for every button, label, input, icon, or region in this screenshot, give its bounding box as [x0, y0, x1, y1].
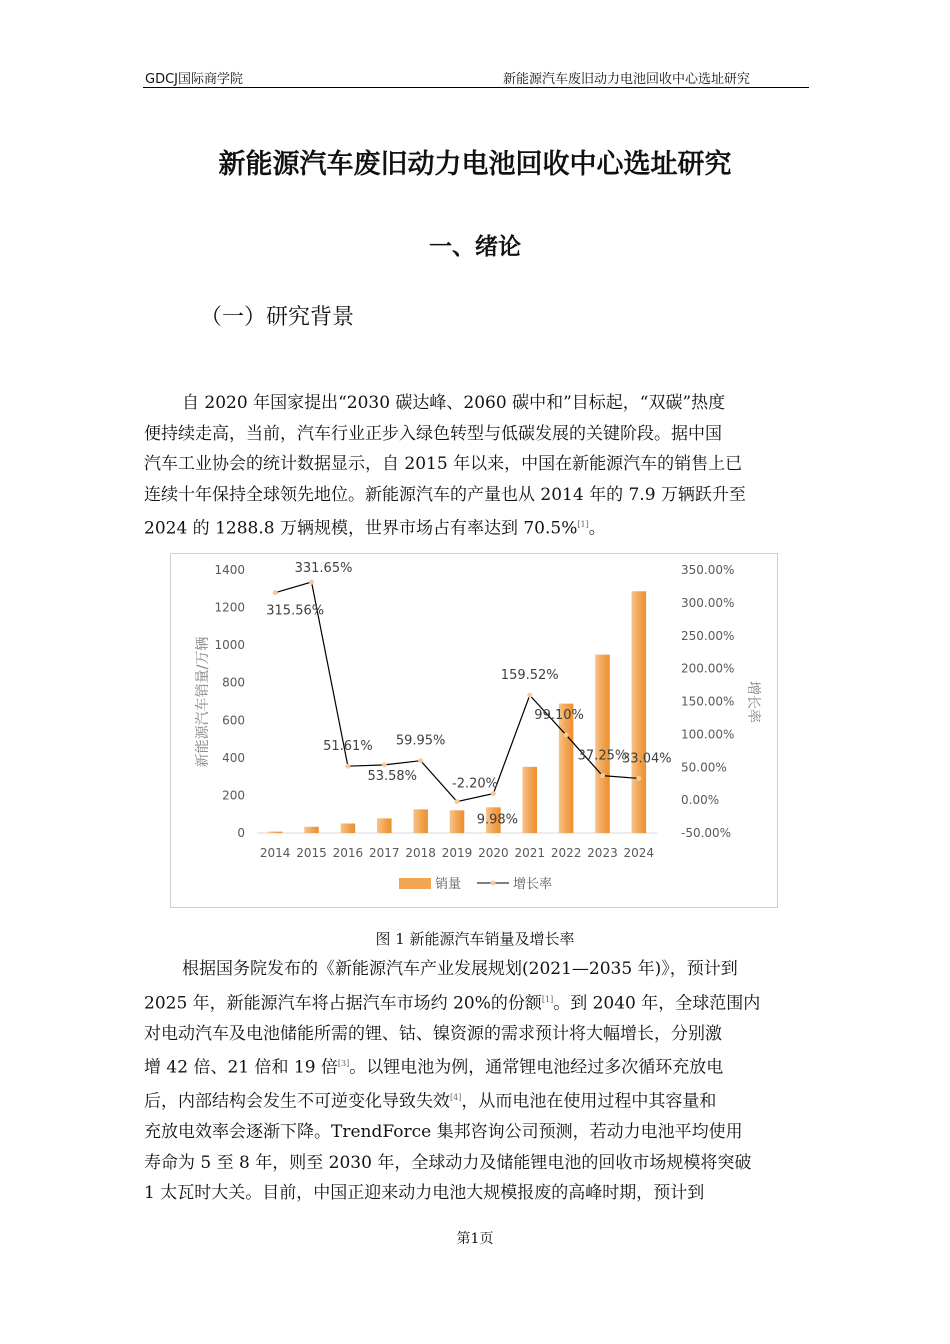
citation-ref: [1] [541, 994, 554, 1004]
bar-2019 [450, 810, 465, 833]
y-tick-label: 1200 [214, 600, 245, 615]
x-tick-label: 2014 [259, 846, 291, 860]
bar-2023 [595, 655, 610, 833]
growth-data-label: 331.65% [294, 561, 353, 577]
bar-2016 [341, 823, 356, 833]
paragraph-2-line: 对电动汽车及电池储能所需的锂、钴、镍资源的需求预计将大幅增长，分别激 [144, 1023, 722, 1044]
bar-2024 [632, 591, 647, 833]
growth-point-2019 [455, 799, 460, 804]
legend-bar-label: 销量 [435, 877, 462, 892]
y-tick-label: 800 [222, 675, 245, 690]
bar-2014 [268, 832, 283, 833]
paragraph-2-text: 后，内部结构会发生不可逆变化导致失效 [144, 1091, 450, 1112]
growth-data-label: 33.04% [622, 751, 672, 767]
y2-tick-label: 0.00% [681, 793, 720, 808]
paragraph-1-line: 便持续走高，当前，汽车行业正步入绿色转型与低碳发展的关键阶段。据中国 [144, 423, 722, 444]
citation-ref: [4] [450, 1093, 462, 1103]
y2-axis-title: 增长率 [745, 681, 761, 723]
paragraph-1-text: 2024 的 1288.8 万辆规模，世界市场占有率达到 70.5% [144, 518, 578, 539]
y2-tick-label: 100.00% [681, 727, 735, 742]
paragraph-2-line [144, 1049, 808, 1083]
paragraph-2-line: 根据国务院发布的《新能源汽车产业发展规划(2021—2035 年)》，预计到 [182, 959, 738, 979]
growth-point-2022 [564, 732, 569, 737]
y2-tick-label: 150.00% [681, 694, 735, 709]
x-tick-label: 2021 [514, 846, 546, 860]
growth-point-2023 [600, 773, 605, 778]
x-tick-label: 2024 [623, 846, 655, 860]
paragraph-1-line: 自 2020 年国家提出“2030 碳达峰、2060 碳中和”目标起，“双碳”热度 [182, 393, 726, 413]
x-tick-label: 2015 [296, 846, 327, 860]
growth-point-2018 [418, 758, 423, 763]
paragraph-2-line [144, 1083, 808, 1117]
paragraph-2 [144, 954, 808, 1209]
growth-point-2015 [309, 580, 314, 585]
growth-point-2021 [527, 693, 532, 698]
legend-line-marker [491, 881, 496, 886]
bar-2017 [377, 818, 392, 833]
x-tick-label: 2017 [368, 846, 400, 860]
header-left: GDCJ国际商学院 [145, 72, 243, 87]
paragraph-1 [144, 388, 808, 544]
bar-2021 [522, 767, 537, 833]
growth-data-label: 51.61% [323, 739, 373, 755]
x-tick-label: 2016 [332, 846, 364, 860]
citation-ref: [1] [577, 520, 589, 529]
paragraph-2-text: 。以锂电池为例，通常锂电池经过多次循环充放电 [349, 1057, 724, 1078]
y-axis-title: 新能源汽车销量/万辆 [195, 636, 211, 768]
y2-tick-label: 200.00% [681, 661, 735, 676]
growth-point-2014 [273, 590, 278, 595]
growth-data-label: -2.20% [452, 776, 498, 792]
growth-data-label: 37.25% [577, 748, 628, 764]
page-number: 第1页 [456, 1231, 494, 1247]
growth-point-2016 [345, 764, 350, 769]
growth-point-2017 [382, 762, 387, 767]
y2-tick-label: 350.00% [681, 563, 735, 577]
bar-2018 [413, 809, 428, 833]
header-right: 新能源汽车废旧动力电池回收中心选址研究 [502, 72, 750, 87]
y-tick-label: 200 [222, 788, 245, 803]
y-tick-label: 1000 [214, 638, 245, 653]
growth-data-label: 53.58% [367, 768, 418, 784]
paper-title: 新能源汽车废旧动力电池回收中心选址研究 [218, 149, 732, 180]
paragraph-1-end: 。 [588, 518, 606, 539]
sales-growth-chart [170, 553, 778, 908]
growth-point-2024 [636, 776, 641, 781]
x-tick-label: 2020 [478, 846, 509, 860]
paragraph-1-line: 汽车工业协会的统计数据显示，自 2015 年以来，中国在新能源汽车的销售上已 [144, 454, 743, 474]
x-tick-label: 2018 [405, 846, 436, 860]
y2-tick-label: 250.00% [681, 628, 735, 643]
chart-svg [171, 554, 777, 907]
figure-caption: 图 1 新能源汽车销量及增长率 [375, 930, 575, 948]
citation-ref: [3] [337, 1059, 350, 1069]
bar-2015 [304, 827, 319, 833]
paragraph-2-line: 1 太瓦时大关。目前，中国正迎来动力电池大规模报废的高峰时期，预计到 [144, 1183, 705, 1204]
paragraph-2-text: ，从而电池在使用过程中其容量和 [461, 1091, 717, 1112]
paragraph-2-text: 2025 年，新能源汽车将占据汽车市场约 20%的份额 [144, 993, 542, 1014]
y-tick-label: 0 [237, 826, 245, 840]
growth-rate-line [275, 582, 639, 802]
chart-legend [399, 876, 552, 892]
growth-data-label: 59.95% [395, 733, 446, 749]
y-tick-label: 600 [222, 713, 245, 728]
y2-tick-label: 50.00% [681, 760, 727, 775]
y-tick-label: 400 [222, 750, 245, 765]
bar-2022 [559, 704, 574, 833]
paragraph-2-line: 寿命为 5 至 8 年，则至 2030 年，全球动力及储能锂电池的回收市场规模将突破 [144, 1152, 752, 1173]
x-tick-label: 2023 [587, 846, 618, 860]
legend-line-label: 增长率 [513, 877, 553, 892]
growth-data-label: 315.56% [266, 603, 325, 619]
growth-point-2020 [491, 791, 496, 796]
section-heading: 一、绪论 [429, 234, 521, 260]
paragraph-2-line [144, 985, 808, 1019]
paragraph-2-line: 充放电效率会逐渐下降。TrendForce 集邦咨询公司预测，若动力电池平均使用 [144, 1122, 743, 1143]
subsection-heading: （一）研究背景 [200, 305, 355, 330]
paragraph-1-line: 连续十年保持全球领先地位。新能源汽车的产量也从 2014 年的 7.9 万辆跃升至 [144, 484, 746, 505]
header-rule [143, 87, 809, 88]
growth-data-label: 99.10% [534, 707, 584, 723]
x-tick-label: 2022 [550, 846, 582, 860]
growth-data-label: 9.98% [476, 812, 519, 828]
y-tick-label: 1400 [214, 563, 245, 577]
y2-tick-label: -50.00% [681, 826, 732, 840]
legend-bar-swatch [399, 878, 431, 889]
growth-data-label: 159.52% [500, 668, 559, 684]
paragraph-2-text: 。到 2040 年，全球范围内 [553, 993, 761, 1014]
x-tick-label: 2019 [441, 846, 473, 860]
y2-tick-label: 300.00% [681, 595, 735, 610]
paragraph-2-text: 增 42 倍、21 倍和 19 倍 [144, 1057, 338, 1078]
paragraph-1-line [144, 510, 808, 544]
